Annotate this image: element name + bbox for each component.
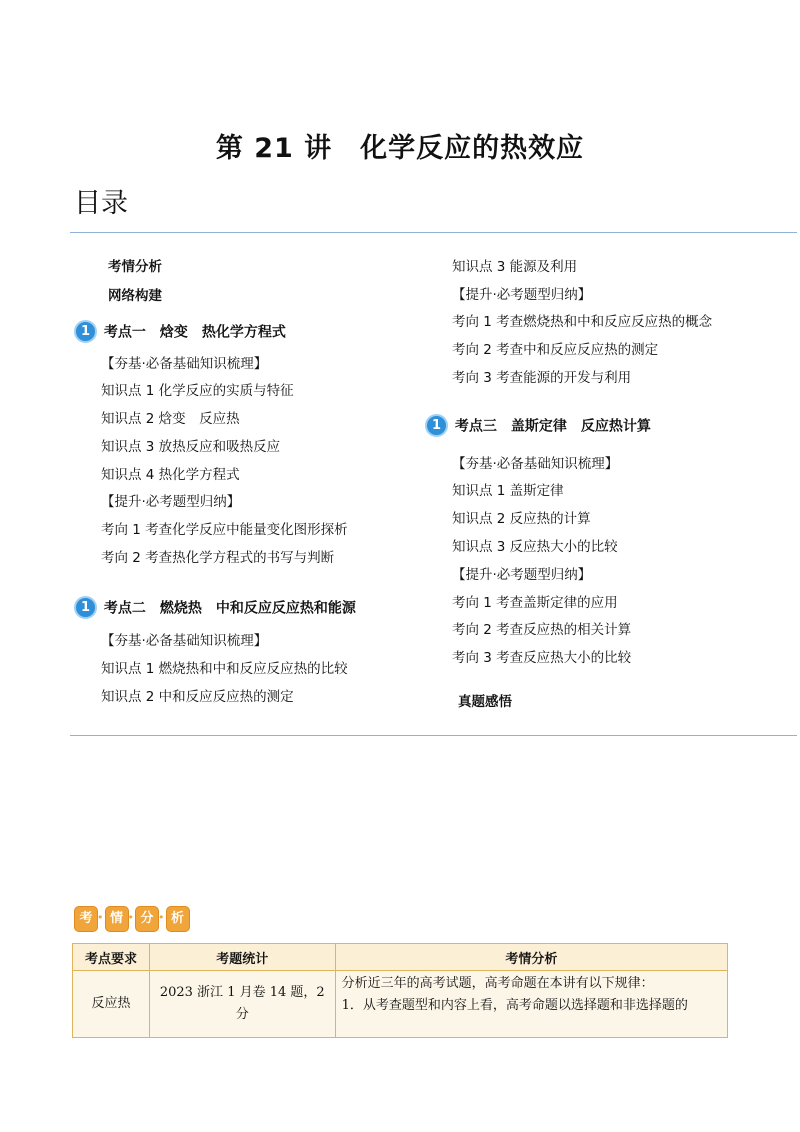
analysis-text: 分析近三年的高考试题，高考命题在本讲有以下规律： <box>341 976 654 991</box>
toc-heading: 目录 <box>74 188 128 219</box>
section-label: 考点一 焓变 热化学方程式 <box>103 324 286 341</box>
toc-zhenti-link[interactable]: 真题感悟 <box>458 694 512 710</box>
table-cell-analysis <box>335 971 727 1038</box>
number-badge-icon: 1 <box>74 596 97 619</box>
table-header: 考情分析 <box>335 944 727 971</box>
banner-char: 情 <box>105 906 129 932</box>
divider-top <box>70 232 797 233</box>
number-badge-icon: 1 <box>74 320 97 343</box>
toc-item[interactable]: 考向 3 考查能源的开发与利用 <box>452 370 632 386</box>
toc-section-1[interactable] <box>74 321 286 344</box>
toc-item[interactable]: 知识点 3 能源及利用 <box>452 259 578 275</box>
toc-item[interactable]: 【夯基·必备基础知识梳理】 <box>452 456 619 472</box>
toc-item[interactable]: 知识点 3 反应热大小的比较 <box>452 539 618 555</box>
toc-section-3[interactable] <box>425 415 651 438</box>
table-header-row <box>73 944 728 971</box>
toc-item[interactable]: 知识点 3 放热反应和吸热反应 <box>101 439 281 455</box>
banner-char: 分 <box>135 906 159 932</box>
page-title: 第 21 讲 化学反应的热效应 <box>215 133 585 164</box>
section-label: 考点三 盖斯定律 反应热计算 <box>454 418 651 435</box>
toc-item[interactable]: 【提升·必考题型归纳】 <box>101 494 241 510</box>
toc-item[interactable]: 知识点 4 热化学方程式 <box>101 467 240 483</box>
table-cell-stats: 2023 浙江 1 月卷 14 题，2 分 <box>149 971 335 1038</box>
toc-item[interactable]: 知识点 2 反应热的计算 <box>452 511 591 527</box>
banner-char: 析 <box>166 906 190 932</box>
analysis-text: 1．从考查题型和内容上看，高考命题以选择题和非选择题的 <box>341 998 688 1013</box>
toc-item[interactable]: 考向 1 考查燃烧热和中和反应反应热的概念 <box>452 314 713 330</box>
table-header: 考题统计 <box>149 944 335 971</box>
analysis-table <box>72 943 728 1038</box>
toc-item[interactable]: 知识点 1 盖斯定律 <box>452 483 564 499</box>
toc-item[interactable]: 考向 1 考查化学反应中能量变化图形探析 <box>101 522 348 538</box>
number-badge-icon: 1 <box>425 414 448 437</box>
toc-item[interactable]: 考向 2 考查反应热的相关计算 <box>452 622 632 638</box>
table-row <box>73 971 728 1038</box>
toc-section-2[interactable] <box>74 597 356 620</box>
toc-item[interactable]: 知识点 2 焓变 反应热 <box>101 411 240 427</box>
toc-item[interactable]: 考向 2 考查中和反应反应热的测定 <box>452 342 659 358</box>
kaoqing-banner <box>74 906 188 932</box>
banner-dot-icon: • <box>127 911 134 924</box>
toc-wangluo-link[interactable]: 网络构建 <box>108 288 162 304</box>
banner-dot-icon: • <box>97 911 104 924</box>
toc-item[interactable]: 知识点 2 中和反应反应热的测定 <box>101 689 294 705</box>
toc-item[interactable]: 【提升·必考题型归纳】 <box>452 287 592 303</box>
toc-item[interactable]: 【提升·必考题型归纳】 <box>452 567 592 583</box>
toc-item[interactable]: 【夯基·必备基础知识梳理】 <box>101 633 268 649</box>
toc-item[interactable]: 知识点 1 化学反应的实质与特征 <box>101 383 294 399</box>
toc-item[interactable]: 考向 1 考查盖斯定律的应用 <box>452 595 618 611</box>
toc-kaoqing-link[interactable]: 考情分析 <box>108 259 162 275</box>
banner-char: 考 <box>74 906 98 932</box>
toc-item[interactable]: 考向 2 考查热化学方程式的书写与判断 <box>101 550 335 566</box>
divider-bottom <box>70 735 797 736</box>
toc-item[interactable]: 【夯基·必备基础知识梳理】 <box>101 356 268 372</box>
toc-item[interactable]: 考向 3 考查反应热大小的比较 <box>452 650 632 666</box>
toc-item[interactable]: 知识点 1 燃烧热和中和反应反应热的比较 <box>101 661 348 677</box>
table-cell-requirement: 反应热 <box>73 971 150 1038</box>
table-header: 考点要求 <box>73 944 150 971</box>
banner-dot-icon: • <box>158 911 165 924</box>
section-label: 考点二 燃烧热 中和反应反应热和能源 <box>103 600 356 617</box>
